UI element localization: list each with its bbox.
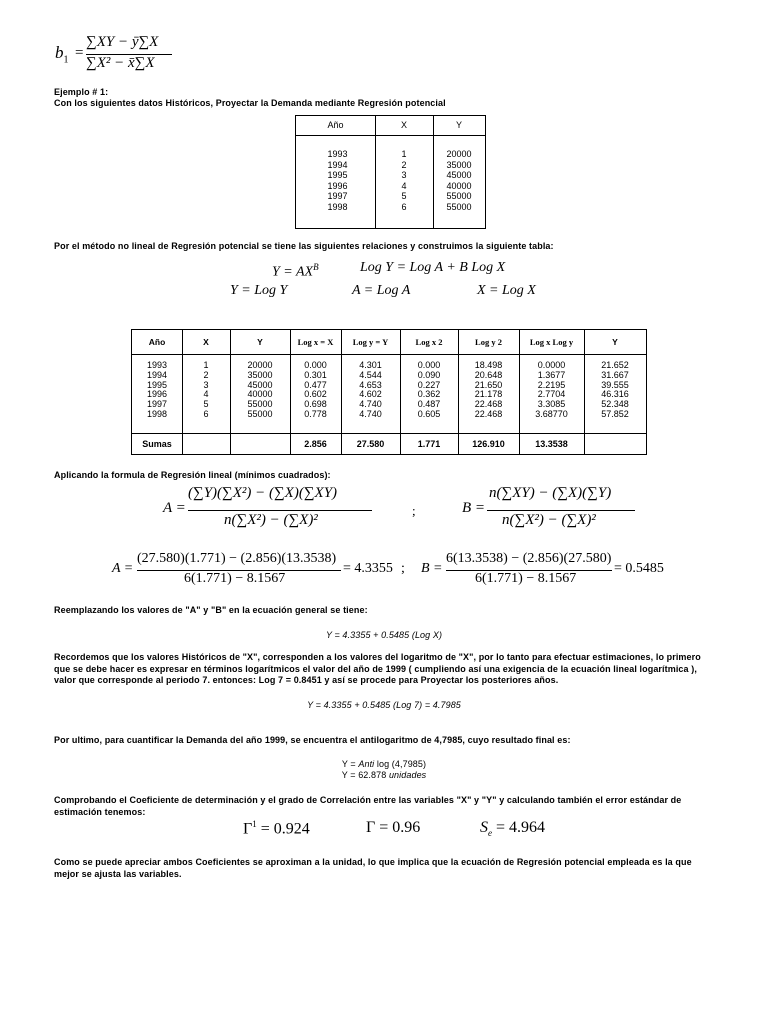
table2-header-logxlogy: Log x Log y xyxy=(529,337,574,347)
table2-header-yest: Y xyxy=(612,337,618,347)
calc-a-denominator: 6(1.771) − 8.1567 xyxy=(184,571,286,586)
formula-a-denominator: n(∑X²) − (∑X)² xyxy=(224,512,318,528)
relation-x: X = Log X xyxy=(477,283,536,298)
last-paragraph: Por ultimo, para cuantificar la Demanda del año 1999, se encuentra el antilogaritmo de 4,7985, cuyo resultado final es: xyxy=(54,735,571,745)
table2-col-logx: 0.000 0.301 0.477 0.602 0.698 0.778 xyxy=(304,360,327,419)
table2-header-x: X xyxy=(203,337,209,347)
general-equation: Y = 4.3355 + 0.5485 (Log X) xyxy=(325,630,443,640)
log-equation: Log Y = Log A + B Log X xyxy=(360,260,506,275)
table2-sum-logx: 2.856 xyxy=(304,439,327,449)
determination-coefficient: $\Gamma^1 = 0.924$ xyxy=(243,819,310,838)
regression-table xyxy=(131,329,647,455)
check-paragraph: Comprobando el Coeficiente de determinación y el grado de Correlación entre las variables "X" y "Y" y calculando también el error estándar de estimación tenemos: xyxy=(54,795,682,817)
formula-a-numerator: (∑Y)(∑X²) − (∑X)(∑XY) xyxy=(188,485,338,501)
calc-b-lhs: B = xyxy=(421,561,443,576)
b1-equals: = xyxy=(75,45,84,61)
table2-sum-logy2: 126.910 xyxy=(472,439,505,449)
table2-sum-logy: 27.580 xyxy=(356,439,385,449)
table2-header-y: Y xyxy=(257,337,263,347)
formula-b-numerator: n(∑XY) − (∑X)(∑Y) xyxy=(489,485,612,501)
table2-col-logy2: 18.498 20.648 21.650 21.178 22.468 22.468 xyxy=(474,360,503,419)
correlation-coefficient: Γ = 0.96 xyxy=(366,819,421,836)
table2-sum-logxlogy: 13.3538 xyxy=(535,439,568,449)
conclusion-paragraph: Como se puede apreciar ambos Coeficientes se aproximan a la unidad, lo que implica que la ecuación de Regresión potencial empleada es la que mejor se ajusta las variables. xyxy=(54,857,692,879)
relation-a: A = Log A xyxy=(352,283,411,298)
method-paragraph: Por el método no lineal de Regresión potencial se tiene las siguientes relaciones y construimos la siguiente tabla: xyxy=(54,241,554,251)
table1-header-divider xyxy=(296,135,485,136)
apply-paragraph: Aplicando la formula de Regresión lineal (mínimos cuadrados): xyxy=(54,470,331,480)
calc-b-result: = 0.5485 xyxy=(614,561,664,576)
b1-denominator: ∑X² − x̄∑X xyxy=(86,55,155,71)
log7-equation: Y = 4.3355 + 0.5485 (Log 7) = 4.7985 xyxy=(307,700,461,710)
table2-header-logy2: Log y 2 xyxy=(475,337,502,347)
table1-header-y: Y xyxy=(455,120,462,130)
formula-a-lhs: A = xyxy=(163,500,186,516)
table2-header-logx2: Log x 2 xyxy=(415,337,443,347)
standard-error: $S_e = 4.964$ xyxy=(480,819,546,839)
calc-b-denominator: 6(1.771) − 8.1567 xyxy=(475,571,577,586)
formula-separator: ; xyxy=(412,503,416,518)
historical-data-table xyxy=(295,115,486,229)
table2-sums-divider xyxy=(132,433,646,434)
formula-b-lhs: B = xyxy=(462,500,486,516)
example-heading: Ejemplo # 1: xyxy=(54,87,109,97)
calc-separator: ; xyxy=(401,561,405,576)
table2-sum-logx2: 1.771 xyxy=(417,439,441,449)
table2-col-yest: 21.652 31.667 39.555 46.316 52.348 57.852 xyxy=(601,360,629,419)
table1-header-year: Año xyxy=(327,120,344,130)
result-line-2: Y = 62.878 unidades xyxy=(341,770,427,780)
table2-header-divider xyxy=(132,354,646,355)
table2-col-logxlogy: 0.0000 1.3677 2.2195 2.7704 3.3085 3.68770 xyxy=(535,360,568,419)
table2-col-logx2: 0.000 0.090 0.227 0.362 0.487 0.605 xyxy=(417,360,441,419)
b1-lhs: $b_1$ xyxy=(55,43,69,66)
calc-a-lhs: A = xyxy=(112,561,134,576)
b1-numerator: ∑XY − ȳ∑X xyxy=(86,34,159,50)
table2-col-x: 1 2 3 4 5 6 xyxy=(203,360,209,419)
calc-a-numerator: (27.580)(1.771) − (2.856)(13.3538) xyxy=(137,551,337,566)
table1-col-y: 20000 35000 45000 40000 55000 55000 xyxy=(446,149,472,212)
table2-col-year: 1993 1994 1995 1996 1997 1998 xyxy=(146,360,168,419)
formula-b-bar xyxy=(487,510,635,511)
table2-col-logy: 4.301 4.544 4.653 4.602 4.740 4.740 xyxy=(359,360,382,419)
relation-y: Y = Log Y xyxy=(230,283,288,298)
table1-col-x: 1 2 3 4 5 6 xyxy=(401,149,407,212)
power-equation: $Y = AX^B$ xyxy=(272,262,319,280)
table2-col-y: 20000 35000 45000 40000 55000 55000 xyxy=(247,360,273,419)
table2-sums-label: Sumas xyxy=(142,439,172,449)
calc-a-result: = 4.3355 xyxy=(343,561,393,576)
formula-a-bar xyxy=(188,510,372,511)
table2-header-logx: Log x = X xyxy=(297,337,334,347)
result-line-1: Y = Anti log (4,7985) xyxy=(341,759,427,769)
table1-header-x: X xyxy=(400,120,407,130)
replace-paragraph: Reemplazando los valores de "A" y "B" en la ecuación general se tiene: xyxy=(54,605,368,615)
calc-b-numerator: 6(13.3538) − (2.856)(27.580) xyxy=(446,551,612,566)
table2-header-year: Año xyxy=(148,337,166,347)
table2-header-logy: Log y = Y xyxy=(352,337,389,347)
recall-paragraph: Recordemos que los valores Históricos de "X", corresponden a los valores del logaritmo de "X", por lo tanto para efectuar estimaciones, lo primero que se debe hacer es expresar en términos logarítmicos el valor del año de 1999 ( cumpliendo así una exigencia de la ecuación lineal logarítmica ), valor que corresponde al periodo 7. entonces: Log 7 = 0.8451 y así se procede para Proyectar los posteriores años. xyxy=(54,652,701,685)
intro-text: Con los siguientes datos Históricos, Proyectar la Demanda mediante Regresión potencial xyxy=(54,98,446,108)
table1-col-year: 1993 1994 1995 1996 1997 1998 xyxy=(327,149,348,212)
formula-b-denominator: n(∑X²) − (∑X)² xyxy=(502,512,596,528)
